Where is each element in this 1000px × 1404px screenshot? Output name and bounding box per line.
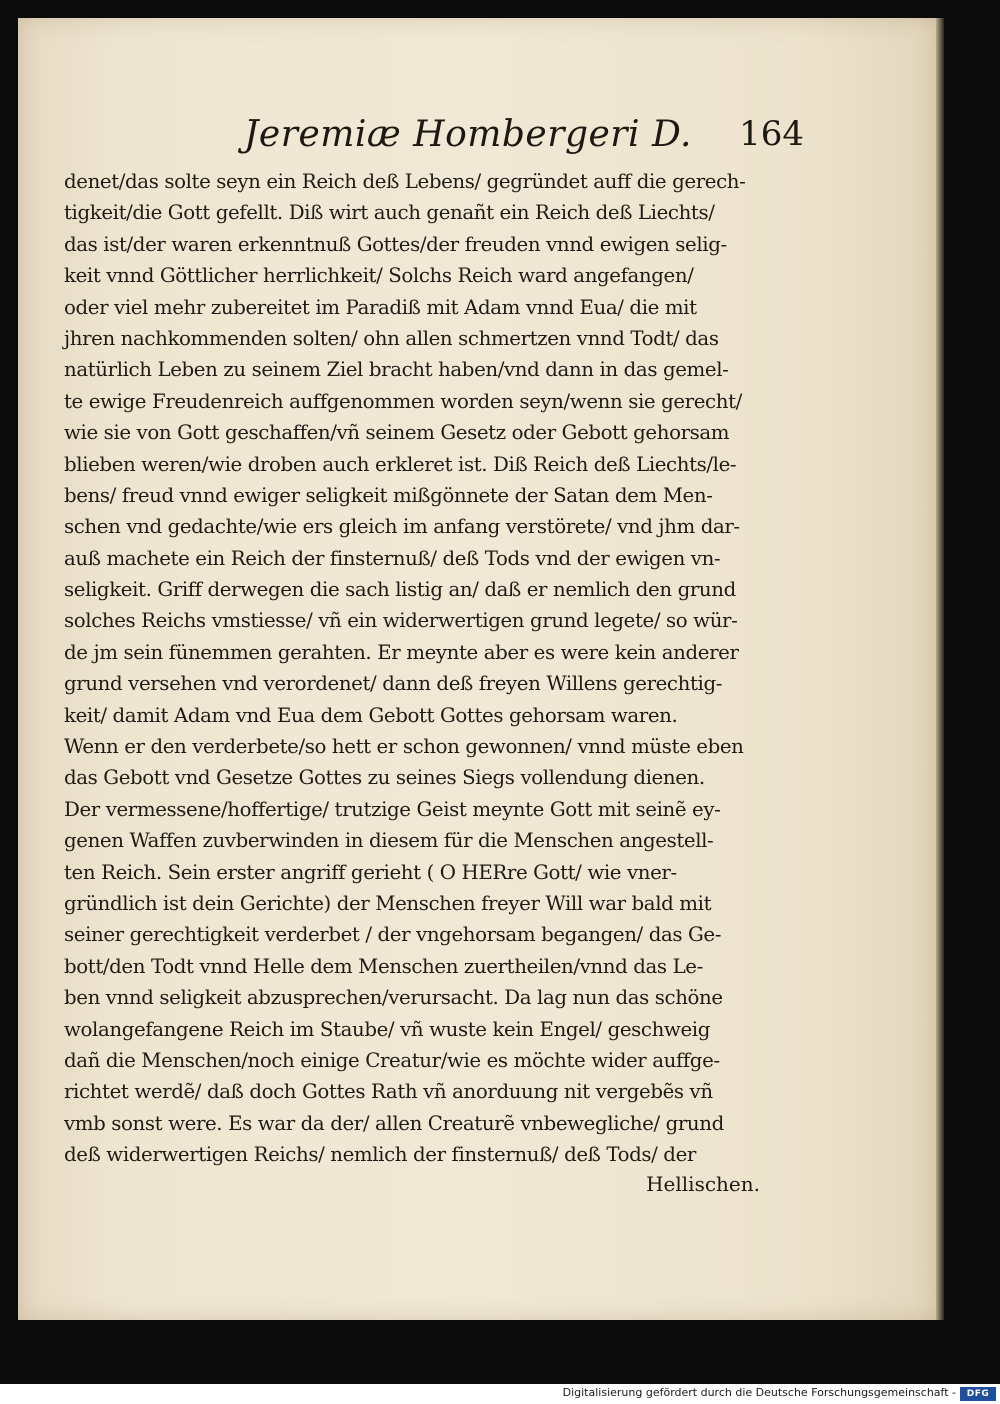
folio-number: 164: [739, 114, 804, 154]
text-line: dañ die Menschen/noch einige Creatur/wie es möchte wider auffge-: [64, 1047, 720, 1072]
text-line: te ewige Freudenreich auffgenommen worden seyn/wenn sie gerecht/: [64, 388, 742, 413]
text-line: wolangefangene Reich im Staube/ vñ wuste kein Engel/ geschweig: [64, 1016, 710, 1041]
text-line: Der vermessene/hoffertige/ trutzige Geist meynte Gott mit seinẽ ey-: [64, 796, 721, 821]
text-line: natürlich Leben zu seinem Ziel bracht haben/vnd dann in das gemel-: [64, 357, 729, 382]
text-line: tigkeit/die Gott gefellt. Diß wirt auch genañt ein Reich deß Liechts/: [64, 200, 715, 225]
text-line: seiner gerechtigkeit verderbet / der vngehorsam begangen/ das Ge-: [64, 922, 722, 947]
text-line: bens/ freud vnnd ewiger seligkeit mißgönnete der Satan dem Men-: [64, 482, 713, 507]
text-line: denet/das solte seyn ein Reich deß Lebens/ gegründet auff die gerech-: [64, 169, 746, 193]
text-line: de jm sein fünemmen gerahten. Er meynte aber es were kein anderer: [64, 639, 739, 664]
text-line: Wenn er den verderbete/so hett er schon gewonnen/ vnnd müste eben: [64, 734, 744, 759]
running-head-title: Jeremiæ Hombergeri D.: [244, 114, 692, 155]
digitization-footer: [0, 1384, 1000, 1404]
text-line: bott/den Todt vnnd Helle dem Menschen zuertheilen/vnnd das Le-: [64, 953, 703, 978]
catchword: Hellischen.: [646, 1172, 760, 1196]
running-head: [244, 114, 804, 164]
text-line: ben vnnd seligkeit abzusprechen/verursacht. Da lag nun das schöne: [64, 985, 723, 1010]
text-line: ten Reich. Sein erster angriff gerieht ( O HERre Gott/ wie vner-: [64, 859, 677, 884]
page-edge-shadow: [936, 18, 944, 1320]
text-line: seligkeit. Griff derwegen die sach listig an/ daß er nemlich den grund: [64, 577, 736, 602]
text-line: solches Reichs vmstiesse/ vñ ein widerwertigen grund legete/ so wür-: [64, 608, 738, 633]
text-line: das ist/der waren erkenntnuß Gottes/der freuden vnnd ewigen selig-: [64, 231, 727, 256]
dfg-logo: DFG: [960, 1387, 996, 1401]
text-line: grund versehen vnd verordenet/ dann deß freyen Willens gerechtig-: [64, 671, 723, 696]
text-line: das Gebott vnd Gesetze Gottes zu seines Siegs vollendung dienen.: [64, 765, 705, 790]
text-line: deß widerwertigen Reichs/ nemlich der finsternuß/ deß Tods/ der: [64, 1142, 696, 1167]
body-text: [64, 166, 784, 1171]
text-line: richtet werdẽ/ daß doch Gottes Rath vñ anorduung nit vergebẽs vñ: [64, 1079, 713, 1104]
text-line: jhren nachkommenden solten/ ohn allen schmertzen vnnd Todt/ das: [64, 325, 719, 350]
text-line: schen vnd gedachte/wie ers gleich im anfang verstörete/ vnd jhm dar-: [64, 514, 740, 539]
text-line: gründlich ist dein Gerichte) der Menschen freyer Will war bald mit: [64, 890, 712, 915]
text-line: keit/ damit Adam vnd Eua dem Gebott Gottes gehorsam waren.: [64, 702, 678, 727]
book-page: [18, 18, 936, 1320]
text-line: wie sie von Gott geschaffen/vñ seinem Gesetz oder Gebott gehorsam: [64, 420, 730, 445]
text-line: genen Waffen zuvberwinden in diesem für die Menschen angestell-: [64, 828, 714, 853]
funding-notice: Digitalisierung gefördert durch die Deutsche Forschungsgemeinschaft -: [562, 1386, 956, 1399]
text-line: keit vnnd Göttlicher herrlichkeit/ Solchs Reich ward angefangen/: [64, 263, 694, 288]
text-line: vmb sonst were. Es war da der/ allen Creaturẽ vnbewegliche/ grund: [64, 1110, 724, 1135]
text-line: oder viel mehr zubereitet im Paradiß mit Adam vnnd Eua/ die mit: [64, 294, 697, 319]
text-line: auß machete ein Reich der finsternuß/ deß Tods vnd der ewigen vn-: [64, 545, 721, 570]
text-line: blieben weren/wie droben auch erkleret ist. Diß Reich deß Liechts/le-: [64, 451, 737, 476]
